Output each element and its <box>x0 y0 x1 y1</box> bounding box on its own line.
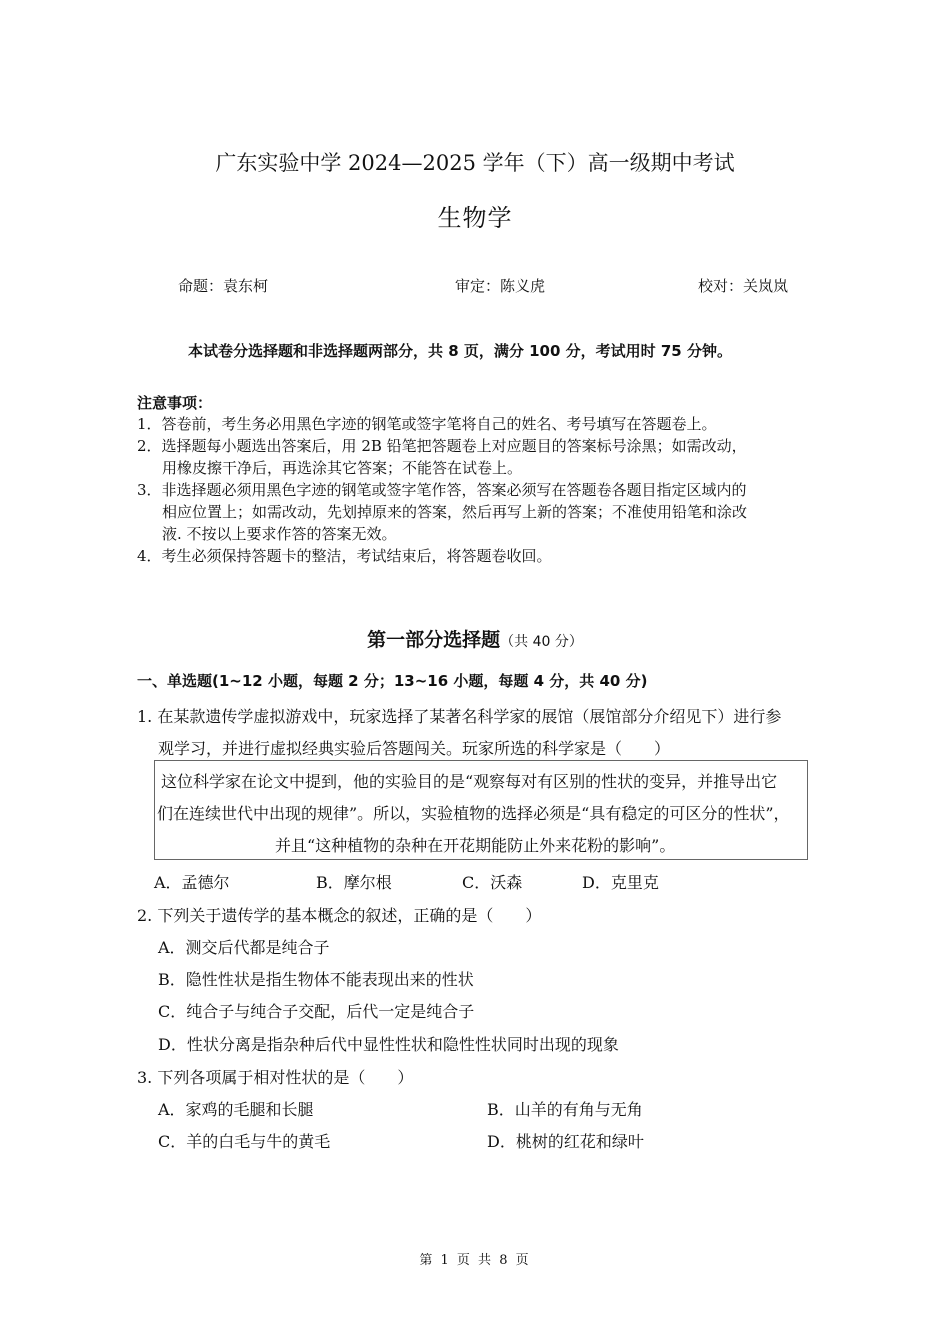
q2-option-a[interactable]: A．测交后代都是纯合子 <box>158 938 330 957</box>
q2-option-b[interactable]: B．隐性性状是指生物体不能表现出来的性状 <box>158 970 474 989</box>
notes-heading: 注意事项： <box>137 394 213 412</box>
q1-option-c[interactable]: C．沃森 <box>462 873 523 892</box>
subject-title: 生物学 <box>437 204 513 232</box>
note-line: 液. 不按以上要求作答的答案无效。 <box>162 525 397 543</box>
note-line: 用橡皮擦干净后，再选涂其它答案；不能答在试卷上。 <box>162 459 523 477</box>
q3-option-a[interactable]: A．家鸡的毛腿和长腿 <box>158 1100 314 1119</box>
note-line: 2．选择题每小题选出答案后，用 2B 铅笔把答题卷上对应题目的答案标号涂黑；如需改动， <box>137 437 747 455</box>
q2-option-c[interactable]: C．纯合子与纯合子交配，后代一定是纯合子 <box>158 1002 475 1021</box>
q1-stem-line1: 1. 在某款遗传学虚拟游戏中，玩家选择了某著名科学家的展馆（展馆部分介绍见下）进行参 <box>137 707 782 726</box>
q1-option-d[interactable]: D．克里克 <box>582 873 659 892</box>
proofreader-credit: 校对：关岚岚 <box>698 277 789 295</box>
setter-credit: 命题：袁东柯 <box>178 277 269 295</box>
q3-stem: 3. 下列各项属于相对性状的是（ ） <box>137 1068 414 1087</box>
part1-title: 第一部分选择题 <box>367 629 501 651</box>
page-footer: 第 1 页 共 8 页 <box>419 1253 531 1268</box>
q1-quote-line2: 们在连续世代中出现的规律”。所以，实验植物的选择必须是“具有稳定的可区分的性状”， <box>157 804 790 823</box>
exam-title: 广东实验中学 2024—2025 学年（下）高一级期中考试 <box>215 151 735 175</box>
q1-quote-box <box>154 760 808 860</box>
q1-stem-line2: 观学习，并进行虚拟经典实验后答题闯关。玩家所选的科学家是（ ） <box>158 739 671 758</box>
part1-heading <box>0 625 950 652</box>
q1-quote-line3: 并且“这种植物的杂种在开花期能防止外来花粉的影响”。 <box>275 836 676 855</box>
q2-option-d[interactable]: D．性状分离是指杂种后代中显性性状和隐性性状同时出现的现象 <box>158 1035 619 1054</box>
part1-score: （共 40 分） <box>500 634 583 650</box>
q1-quote-line1: 这位科学家在论文中提到，他的实验目的是“观察每对有区别的性状的变异，并推导出它 <box>161 772 778 791</box>
reviewer-credit: 审定：陈义虎 <box>455 277 546 295</box>
q2-stem: 2. 下列关于遗传学的基本概念的叙述，正确的是（ ） <box>137 906 542 925</box>
q3-option-b[interactable]: B．山羊的有角与无角 <box>487 1100 643 1119</box>
exam-summary: 本试卷分选择题和非选择题两部分，共 8 页，满分 100 分，考试用时 75 分钟。 <box>188 342 732 360</box>
note-line: 3．非选择题必须用黑色字迹的钢笔或签字笔作答，答案必须写在答题卷各题目指定区域内的 <box>137 481 747 499</box>
note-line: 相应位置上；如需改动，先划掉原来的答案，然后再写上新的答案；不准使用铅笔和涂改 <box>162 503 748 521</box>
q1-option-b[interactable]: B．摩尔根 <box>316 873 392 892</box>
q3-option-c[interactable]: C．羊的白毛与牛的黄毛 <box>158 1132 331 1151</box>
note-line: 4．考生必须保持答题卡的整洁，考试结束后，将答题卷收回。 <box>137 547 552 565</box>
q1-option-a[interactable]: A．孟德尔 <box>154 873 230 892</box>
note-line: 1．答卷前，考生务必用黑色字迹的钢笔或签字笔将自己的姓名、考号填写在答题卷上。 <box>137 415 717 433</box>
q3-option-d[interactable]: D．桃树的红花和绿叶 <box>487 1132 644 1151</box>
section-heading: 一、单选题(1~12 小题，每题 2 分；13~16 小题，每题 4 分，共 40 分) <box>137 672 648 690</box>
